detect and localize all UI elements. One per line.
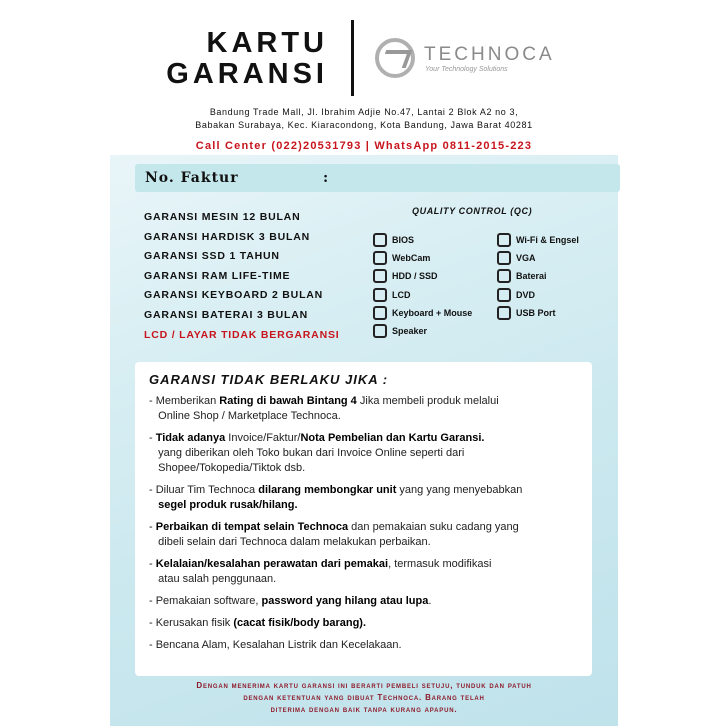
checkbox[interactable] <box>497 269 511 283</box>
warranty-item: GARANSI HARDISK 3 BULAN <box>144 230 310 243</box>
contact-info: Call Center (022)20531793 | WhatsApp 0811-2015-223 <box>195 140 533 152</box>
checkbox[interactable] <box>373 324 387 338</box>
qc-checkbox-item[interactable] <box>373 269 438 283</box>
rule-text: Invoice/Faktur/ <box>225 432 301 444</box>
rule-item <box>149 483 581 513</box>
checkbox[interactable] <box>373 251 387 265</box>
checkbox[interactable] <box>497 233 511 247</box>
checkbox[interactable] <box>497 306 511 320</box>
qc-checkbox-item[interactable] <box>373 233 414 247</box>
qc-label: DVD <box>516 289 536 300</box>
qc-checkbox-item[interactable] <box>497 251 536 265</box>
rule-text: - Kerusakan fisik <box>149 617 234 629</box>
warranty-item: GARANSI RAM LIFE-TIME <box>144 269 291 282</box>
qc-checkbox-item[interactable] <box>497 233 579 247</box>
rule-text: - Diluar Tim Technoca <box>149 484 259 496</box>
rule-text: yang yang menyebabkan <box>399 484 523 496</box>
rule-item <box>149 594 581 609</box>
qc-label: Baterai <box>516 271 547 282</box>
qc-label: Wi-Fi & Engsel <box>516 235 579 245</box>
faktur-label: No. Faktur <box>145 170 239 186</box>
rule-emphasis: (cacat fisik/body barang). <box>233 617 367 629</box>
rule-text: - <box>149 432 156 444</box>
rule-text: - <box>149 558 156 570</box>
rule-text: - Pemakaian software, <box>149 595 262 607</box>
qc-checkbox-item[interactable] <box>373 324 427 338</box>
qc-checkbox-item[interactable] <box>497 306 556 320</box>
rules-panel <box>135 362 592 676</box>
qc-label: HDD / SSD <box>392 271 438 282</box>
technoca-logo-icon <box>375 38 415 78</box>
rule-item <box>149 557 581 587</box>
rule-emphasis: Rating di bawah Bintang 4 <box>219 395 357 407</box>
rule-emphasis: segel produk rusak/hilang. <box>158 499 298 511</box>
rule-emphasis: password yang hilang atau lupa <box>261 595 429 607</box>
divider <box>351 20 354 96</box>
rule-text: - <box>149 521 156 533</box>
checkbox[interactable] <box>373 233 387 247</box>
faktur-colon: : <box>323 170 330 186</box>
rule-emphasis: Kelalaian/kesalahan perawatan dari pemakai <box>155 558 389 570</box>
rule-text: - Memberikan <box>149 395 220 407</box>
brand-tagline: Your Technology Solutions <box>425 66 508 73</box>
rule-item <box>149 520 581 550</box>
rule-emphasis: dilarang membongkar unit <box>258 484 397 496</box>
rule-emphasis: Perbaikan di tempat selain Technoca <box>155 521 349 533</box>
warranty-item: LCD / LAYAR TIDAK BERGARANSI <box>144 328 340 341</box>
warranty-item: GARANSI KEYBOARD 2 BULAN <box>144 289 324 302</box>
warranty-item: GARANSI SSD 1 TAHUN <box>144 250 280 263</box>
qc-label: VGA <box>516 253 536 264</box>
faktur-field[interactable] <box>135 164 620 192</box>
rule-text: Jika membeli produk melalui Online Shop / Marketplace Technoca. <box>158 395 499 422</box>
rule-emphasis: Nota Pembelian dan Kartu Garansi. <box>300 432 485 444</box>
qc-label: BIOS <box>392 235 415 245</box>
qc-checkbox-item[interactable] <box>373 251 430 265</box>
address-line-2: Babakan Surabaya, Kec. Kiaracondong, Kota Bandung, Jawa Barat 40281 <box>195 120 533 130</box>
qc-checkbox-item[interactable] <box>373 306 472 320</box>
rule-text: dan pemakaian suku cadang yang dibeli selain dari Technoca dalam melakukan perbaikan. <box>158 521 519 548</box>
rule-item <box>149 616 581 631</box>
footer-statement: Dengan menerima kartu garansi ini berarti pembeli setuju, tunduk dan patuh dengan ketentuan yang dibuat Technoca. Barang telah diterima dengan baik tanpa kurang apapun. <box>196 681 532 714</box>
warranty-item: GARANSI MESIN 12 BULAN <box>144 211 301 223</box>
checkbox[interactable] <box>373 269 387 283</box>
checkbox[interactable] <box>497 288 511 302</box>
checkbox[interactable] <box>497 251 511 265</box>
rules-title: GARANSI TIDAK BERLAKU JIKA : <box>149 372 389 387</box>
warranty-item: GARANSI BATERAI 3 BULAN <box>144 309 309 321</box>
qc-title: QUALITY CONTROL (QC) <box>412 206 533 216</box>
rule-text: yang diberikan oleh Toko bukan dari Invoice Online seperti dari Shopee/Tokopedia/Tiktok dsb. <box>158 447 465 474</box>
qc-label: WebCam <box>392 253 431 264</box>
qc-checkbox-item[interactable] <box>497 269 547 283</box>
rule-emphasis: Tidak adanya <box>155 432 226 444</box>
rule-text: . <box>428 595 432 607</box>
rule-text: - Bencana Alam, Kesalahan Listrik dan Kecelakaan. <box>149 639 402 651</box>
qc-label: LCD <box>392 289 411 300</box>
brand-name: TECHNOCA <box>424 44 555 65</box>
checkbox[interactable] <box>373 288 387 302</box>
checkbox[interactable] <box>373 306 387 320</box>
qc-checkbox-item[interactable] <box>497 288 535 302</box>
rule-text: , termasuk modifikasi atau salah penggunaan. <box>158 558 492 585</box>
address-line-1: Bandung Trade Mall, Jl. Ibrahim Adjie No.47, Lantai 2 Blok A2 no 3, <box>209 107 519 117</box>
qc-label: Speaker <box>392 326 428 336</box>
rule-item <box>149 638 581 653</box>
rule-item <box>149 394 581 424</box>
qc-label: Keyboard + Mouse <box>392 307 473 318</box>
qc-label: USB Port <box>516 307 556 318</box>
page-title: KARTU GARANSI <box>166 27 328 90</box>
qc-checkbox-item[interactable] <box>373 288 411 302</box>
rule-item <box>149 431 581 476</box>
